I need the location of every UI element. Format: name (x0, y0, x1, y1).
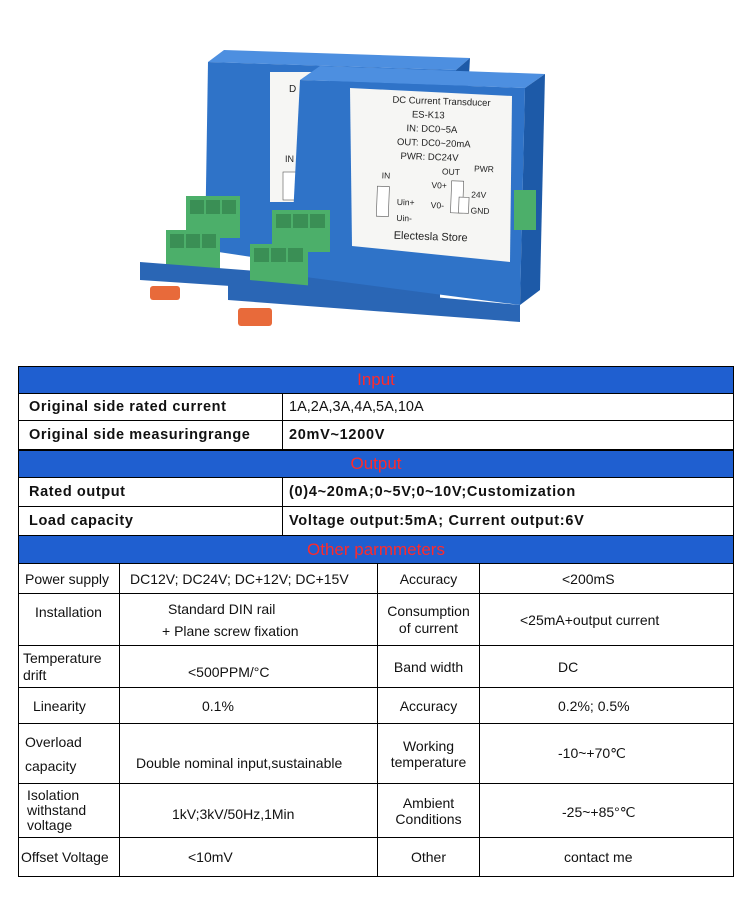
label-in-header: IN (381, 170, 391, 181)
row-key: Original side measuringrange (19, 421, 283, 449)
row-value: 20mV~1200V (289, 427, 386, 443)
row-key: Original side rated current (19, 394, 283, 420)
row-value: Voltage output:5mA; Current output:6V (289, 513, 585, 529)
param-value: DC (558, 658, 579, 675)
row-value: 1A,2A,3A,4A,5A,10A (289, 399, 424, 415)
table-row (19, 646, 733, 688)
label-brand: Electesla Store (393, 229, 468, 245)
param-label: Accuracy (378, 564, 480, 593)
transducer-illustration (0, 0, 750, 350)
back-label-in: IN (285, 154, 294, 164)
label-uin-minus: Uin- (396, 212, 413, 224)
spec-table (18, 366, 734, 877)
param-value: 1kV;3kV/50Hz,1Min (120, 784, 378, 837)
section-title-input: Input (357, 370, 395, 389)
other-params-grid (18, 564, 734, 877)
param-value-line: + Plane screw fixation (162, 622, 299, 639)
param-value: -25~+85°℃ (562, 804, 636, 820)
back-latch (150, 286, 180, 300)
row-key: Load capacity (19, 507, 283, 535)
table-row (18, 421, 734, 450)
param-value: DC12V; DC24V; DC+12V; DC+15V (120, 564, 378, 593)
label-power: PWR: DC24V (400, 150, 459, 164)
param-value: Double nominal input,sustainable (120, 724, 378, 783)
param-value: <500PPM/°C (120, 646, 378, 687)
section-title-output: Output (350, 454, 402, 473)
table-row (19, 784, 733, 838)
product-photo (0, 0, 750, 350)
param-value: -10~+70℃ (558, 745, 626, 761)
param-value: 0.2%; 0.5% (558, 697, 630, 714)
param-label: Working temperature (378, 724, 480, 783)
param-label: Consumption of current (378, 594, 480, 645)
param-label: Installation (19, 594, 120, 645)
label-gnd: GND (470, 205, 490, 217)
section-title-other: Other parmmeters (307, 539, 445, 559)
param-label: Offset Voltage (19, 838, 120, 876)
table-row (19, 688, 733, 724)
param-value-line: Standard DIN rail (168, 600, 276, 617)
back-label-letter: D (289, 84, 297, 95)
param-value: 0.1% (120, 688, 378, 723)
front-latch (238, 308, 272, 326)
label-model: ES-K13 (411, 109, 445, 122)
section-header-output (18, 450, 734, 478)
label-output: OUT: DC0~20mA (396, 136, 471, 151)
label-uin-plus: Uin+ (396, 196, 415, 208)
table-row (19, 838, 733, 876)
param-label: Overload capacity (19, 724, 120, 783)
label-out-header: OUT (441, 166, 461, 178)
label-input: IN: DC0~5A (406, 123, 458, 136)
table-row (19, 564, 733, 594)
param-label: Ambient Conditions (378, 784, 480, 837)
table-row (19, 594, 733, 646)
row-value: (0)4~20mA;0~5V;0~10V;Customization (289, 484, 576, 500)
param-value: <25mA+output current (520, 611, 660, 628)
table-row (18, 394, 734, 421)
table-row (18, 478, 734, 507)
label-pwr-header: PWR (473, 163, 495, 175)
section-header-input (18, 366, 734, 394)
param-label: Band width (378, 646, 480, 687)
param-value: <10mV (120, 838, 378, 876)
row-key: Rated output (19, 478, 283, 506)
table-row (19, 724, 733, 784)
label-24v: 24V (470, 189, 487, 200)
param-label: Isolation withstand voltage (19, 784, 120, 837)
table-row (18, 507, 734, 536)
param-value (120, 594, 378, 645)
label-vo-minus: V0- (430, 200, 445, 211)
param-label: Power supply (19, 564, 120, 593)
param-label: Other (378, 838, 480, 876)
param-label: Accuracy (378, 688, 480, 723)
section-header-other (18, 536, 734, 564)
front-terminal-side (514, 190, 536, 230)
param-label: Linearity (19, 688, 120, 723)
label-vo-plus: V0+ (431, 180, 448, 191)
param-label: Temperature drift (19, 646, 120, 687)
param-value: contact me (564, 849, 633, 865)
param-value: <200mS (562, 570, 615, 587)
label-title: DC Current Transducer (392, 94, 491, 110)
